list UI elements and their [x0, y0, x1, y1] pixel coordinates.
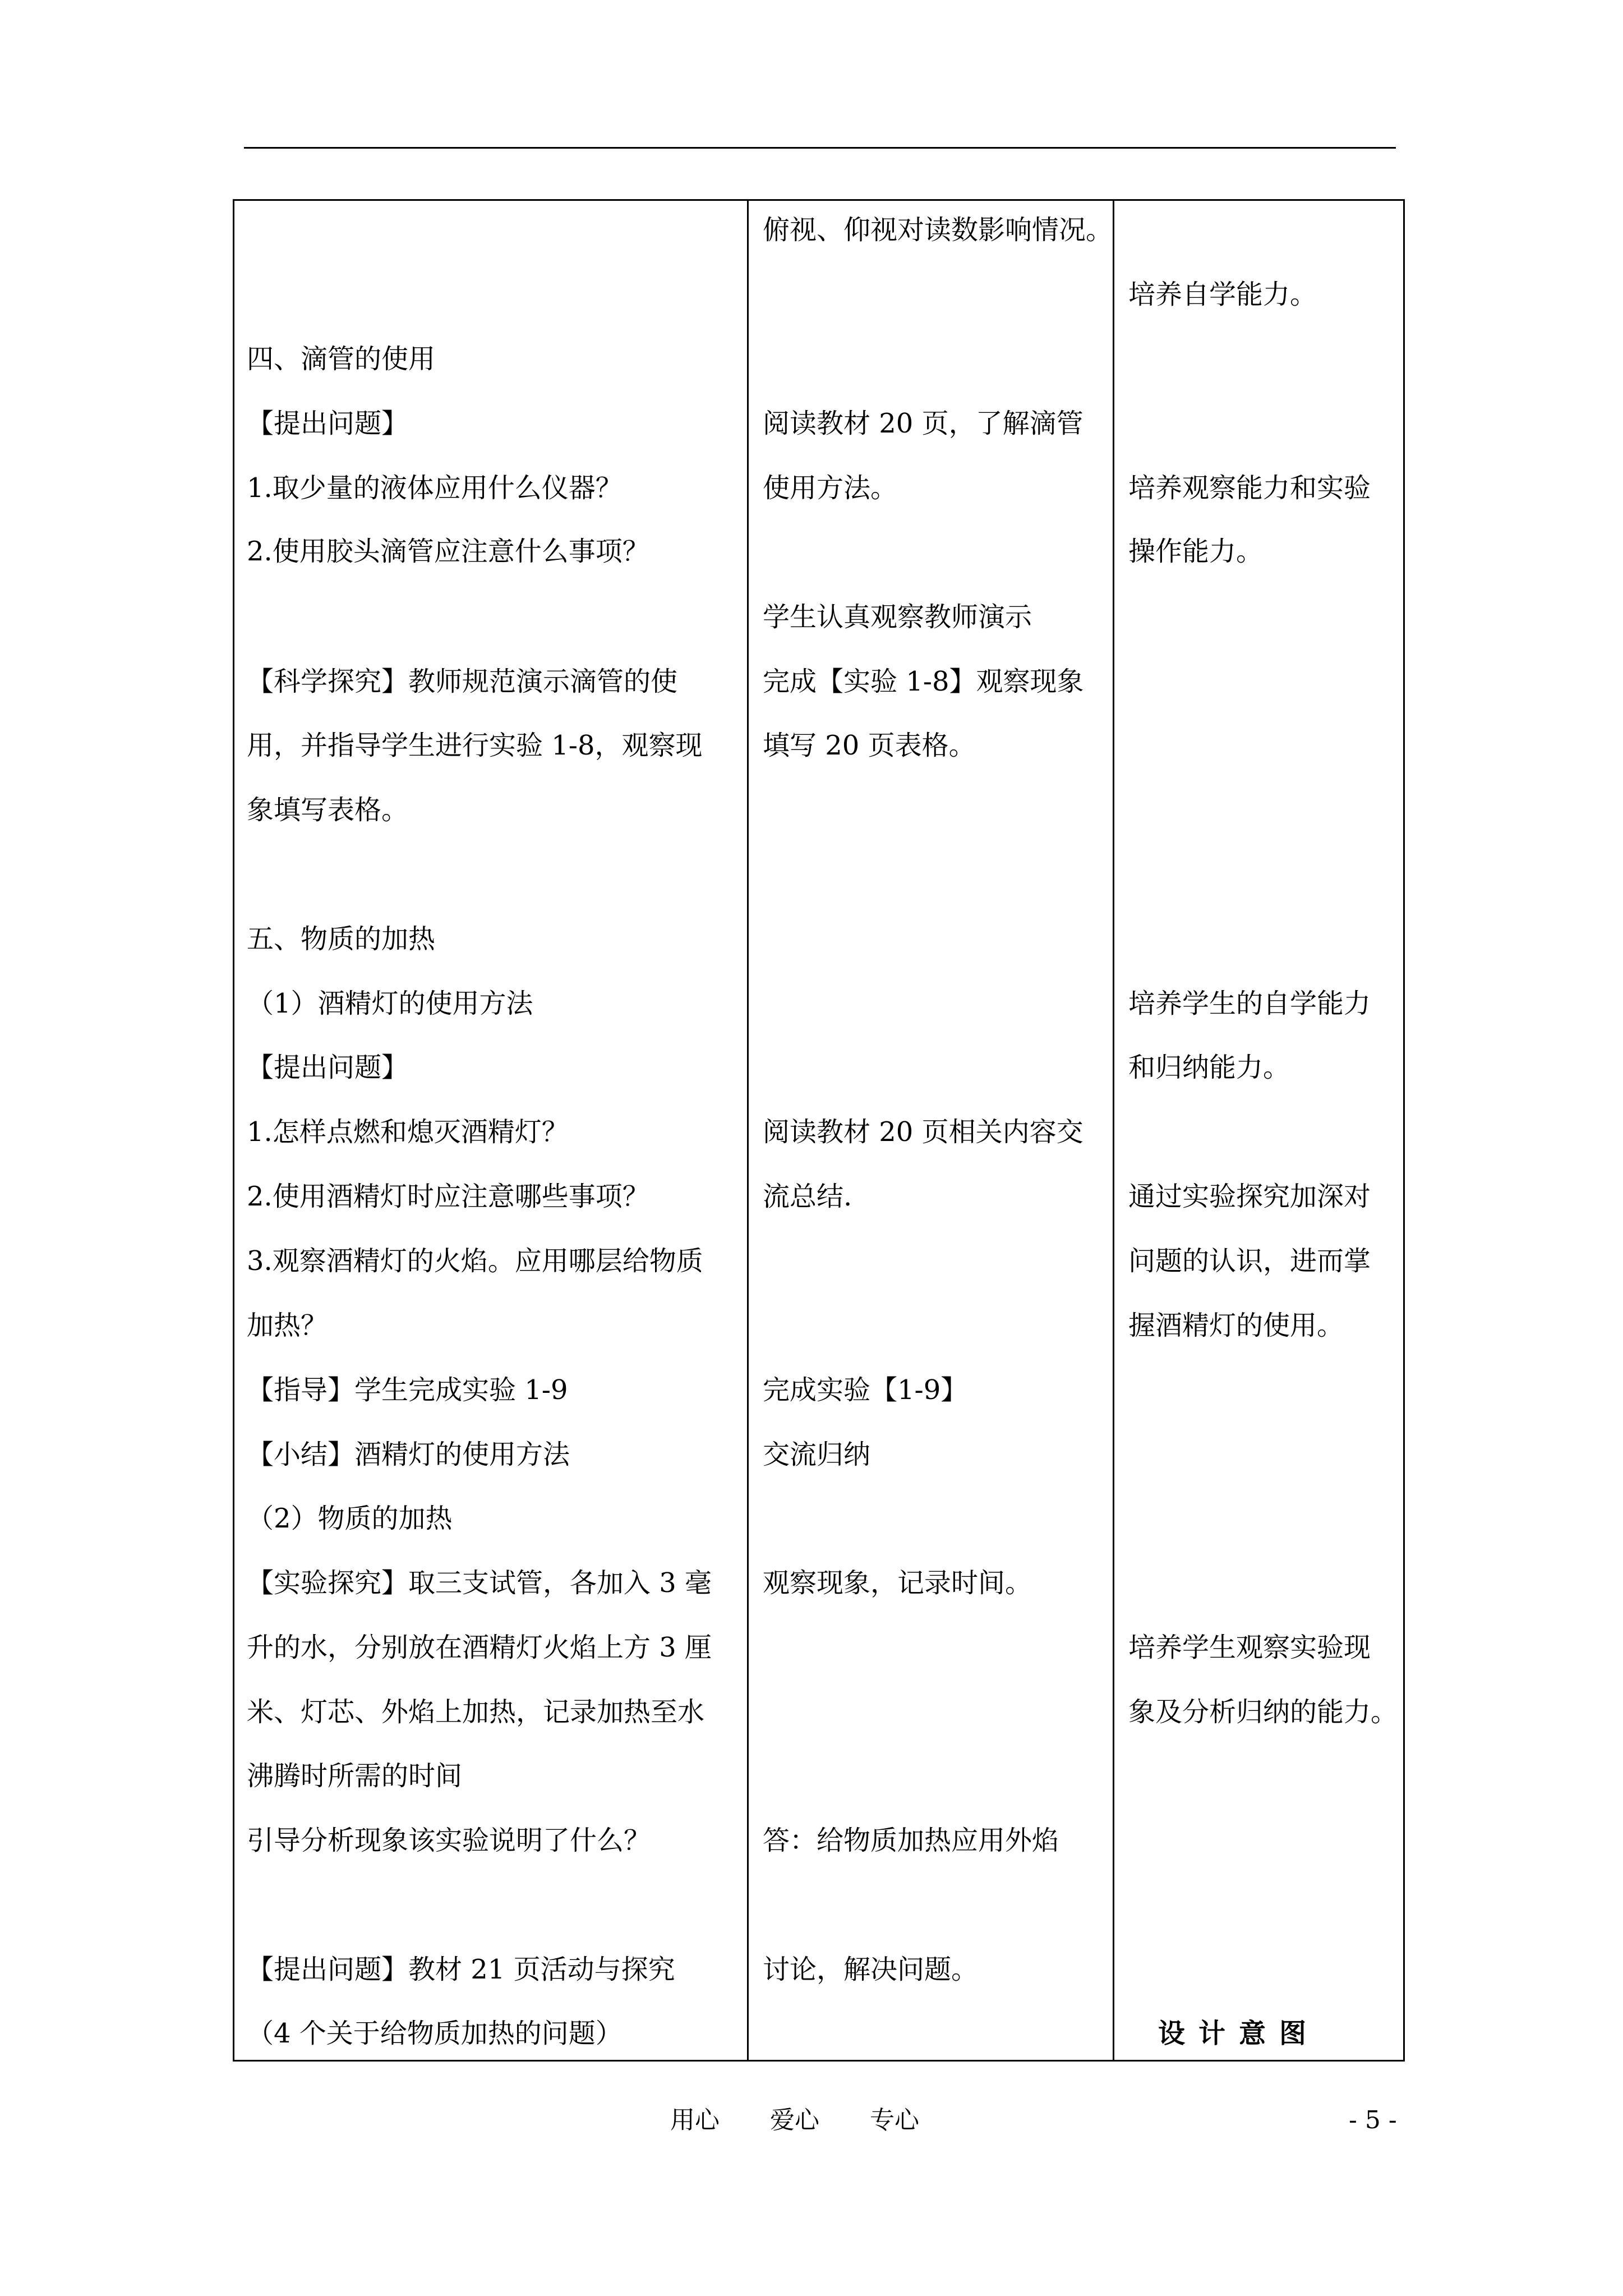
header-rule [244, 147, 1396, 149]
text-line: 问题的认识，进而掌 [1128, 1245, 1371, 1277]
section-heading: 四、滴管的使用 [247, 343, 436, 375]
text-line: 完成【实验 1-8】观察现象 [763, 666, 1084, 697]
text-line: 填写 20 页表格。 [763, 730, 976, 761]
text-line: 1.怎样点燃和熄灭酒精灯？ [247, 1116, 569, 1148]
text-line: 俯视、仰视对读数影响情况。 [763, 214, 1113, 246]
text-line: 米、灯芯、外焰上加热，记录加热至水 [247, 1696, 705, 1728]
text-line: 象及分析归纳的能力。 [1128, 1696, 1398, 1728]
text-line: 交流归纳 [763, 1439, 871, 1470]
column-divider [1113, 201, 1114, 2060]
column-title: 设计意图 [1158, 2018, 1320, 2049]
text-line: 操作能力。 [1128, 536, 1264, 567]
text-line: 【提出问题】 [247, 408, 409, 439]
text-line: 用，并指导学生进行实验 1-8，观察现 [247, 730, 703, 761]
page-number: - 5 - [1349, 2106, 1397, 2134]
text-line: 使用方法。 [763, 472, 898, 504]
text-line: 升的水，分别放在酒精灯火焰上方 3 厘 [247, 1632, 712, 1663]
text-line: 流总结. [763, 1181, 852, 1212]
text-line: 握酒精灯的使用。 [1128, 1310, 1344, 1341]
text-line: 沸腾时所需的时间 [247, 1760, 463, 1792]
text-line: 培养学生的自学能力 [1128, 988, 1371, 1019]
footer-motto: 爱心 [770, 2106, 819, 2134]
text-line: 阅读教材 20 页，了解滴管 [763, 408, 1083, 439]
text-line: 培养自学能力。 [1128, 279, 1317, 310]
text-line: 答：给物质加热应用外焰 [763, 1825, 1059, 1856]
text-line: 讨论，解决问题。 [763, 1954, 979, 1985]
text-line: 3.观察酒精灯的火焰。应用哪层给物质 [247, 1245, 703, 1277]
text-line: 通过实验探究加深对 [1128, 1181, 1371, 1212]
text-line: 【提出问题】 [247, 1052, 409, 1083]
text-line: 【小结】酒精灯的使用方法 [247, 1439, 570, 1470]
text-line: 观察现象，记录时间。 [763, 1567, 1032, 1599]
footer-motto: 用心 [670, 2106, 720, 2134]
text-line: 【提出问题】教材 21 页活动与探究 [247, 1954, 675, 1985]
text-line: 2.使用胶头滴管应注意什么事项？ [247, 536, 649, 567]
section-heading: 五、物质的加热 [247, 923, 436, 955]
column-divider [747, 201, 749, 2060]
text-line: 【科学探究】教师规范演示滴管的使 [247, 666, 678, 697]
text-line: 2.使用酒精灯时应注意哪些事项？ [247, 1181, 649, 1212]
text-line: 阅读教材 20 页相关内容交 [763, 1116, 1083, 1148]
text-line: 【指导】学生完成实验 1-9 [247, 1374, 568, 1406]
text-line: 【实验探究】取三支试管，各加入 3 毫 [247, 1567, 712, 1599]
text-line: 1.取少量的液体应用什么仪器？ [247, 472, 623, 504]
text-line: 和归纳能力。 [1128, 1052, 1290, 1083]
text-line: 完成实验【1-9】 [763, 1374, 968, 1406]
text-line: 引导分析现象该实验说明了什么？ [247, 1825, 651, 1856]
text-line: 培养学生观察实验现 [1128, 1632, 1371, 1663]
text-line: 象填写表格。 [247, 794, 409, 826]
text-line: 学生认真观察教师演示 [763, 601, 1032, 633]
text-line: （2）物质的加热 [247, 1503, 453, 1534]
footer-motto: 专心 [870, 2106, 919, 2134]
text-line: （4 个关于给物质加热的问题） [247, 2018, 623, 2049]
text-line: 培养观察能力和实验 [1128, 472, 1371, 504]
text-line: （1）酒精灯的使用方法 [247, 988, 533, 1019]
text-line: 加热？ [247, 1310, 328, 1341]
